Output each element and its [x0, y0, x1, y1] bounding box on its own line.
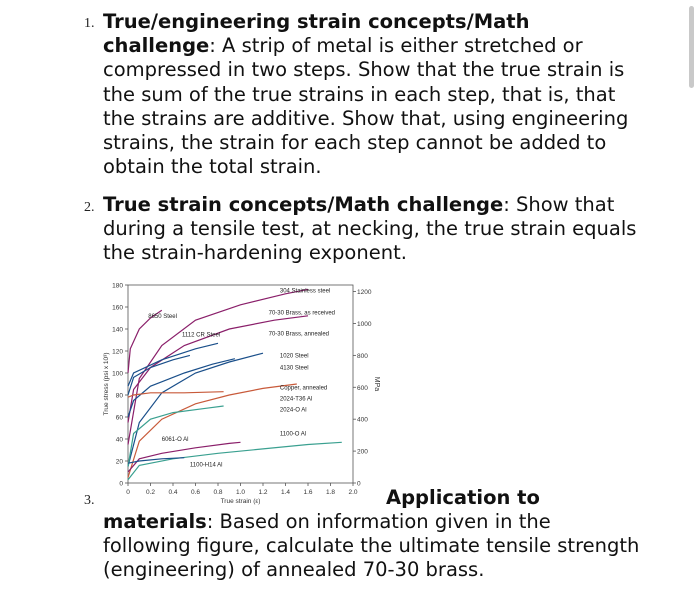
x-tick-label: 0.6	[190, 489, 201, 496]
x-tick-label: 1.2	[258, 489, 268, 496]
y-tick-label: 40	[115, 436, 123, 444]
y2-axis-label: MPa	[373, 376, 380, 392]
question-2-title: True strain concepts/Math challenge	[103, 193, 504, 216]
y2-tick-label: 1200	[357, 289, 372, 297]
series-label: 4130 Steel	[279, 365, 309, 372]
series-label: 70-30 Brass, annealed	[268, 331, 329, 338]
x-tick-label: 1.0	[235, 489, 246, 496]
y2-tick-label: 1000	[357, 320, 372, 328]
y2-tick-label: 0	[357, 480, 361, 488]
y2-tick-label: 400	[357, 416, 368, 424]
series-label: 2024-T36 Al	[279, 396, 313, 403]
question-3-body: : Based on information given in the following figure, calculate the ultimate tensile strength (engineering) of annealed 70-30 brass.	[103, 510, 640, 582]
series-line-1020-steel	[128, 359, 235, 417]
x-axis-label: True strain (ε)	[220, 498, 261, 505]
x-tick-label: 0	[126, 489, 130, 496]
series-label: 1020 Steel	[279, 353, 309, 360]
question-2	[103, 193, 643, 266]
y2-tick-label: 800	[357, 352, 368, 360]
y-tick-label: 140	[112, 326, 123, 334]
y-tick-label: 100	[112, 370, 123, 378]
x-tick-label: 1.4	[280, 489, 291, 496]
y-tick-label: 60	[115, 414, 123, 422]
y-axis-label: True stress (psi x 10³)	[103, 352, 110, 416]
series-label: 6061-O Al	[161, 437, 189, 444]
y-tick-label: 180	[112, 282, 123, 290]
question-3-number: 3.	[84, 493, 95, 508]
question-3: materials: Based on information given in the following figure, calculate the ultimate tensile strength (engineering) of annealed 70-30 brass.	[103, 510, 640, 582]
stress-strain-chart	[100, 275, 400, 505]
x-tick-label: 1.8	[325, 489, 336, 496]
series-label: 8650 Steel	[148, 314, 177, 320]
x-tick-label: 0.4	[168, 489, 178, 496]
y2-tick-label: 600	[357, 384, 368, 392]
series-label: 1100-H14 Al	[189, 462, 223, 469]
question-2-body: : Show that during a tensile test, at necking, the true strain equals the strain-hardening exponent.	[103, 193, 637, 265]
x-tick-label: 2.0	[348, 489, 358, 496]
question-2-number: 2.	[84, 200, 95, 215]
series-line-1100-o-al	[128, 442, 342, 479]
y-tick-label: 80	[115, 392, 123, 400]
series-label: 2024-O Al	[279, 407, 307, 414]
y-tick-label: 160	[112, 304, 123, 312]
question-1	[103, 10, 643, 179]
x-tick-label: 0.8	[213, 489, 223, 496]
series-label: Copper, annealed	[279, 385, 328, 392]
series-label: 1100-O Al	[279, 431, 307, 438]
scrollbar[interactable]	[689, 6, 694, 88]
y-tick-label: 120	[112, 348, 123, 356]
series-label: 1112 CR Steel	[182, 332, 221, 339]
series-label: 70-30 Brass, as received	[268, 310, 335, 317]
y-tick-label: 0	[119, 480, 123, 488]
y2-tick-label: 200	[357, 448, 368, 456]
question-1-number: 1.	[84, 16, 95, 31]
question-1-body: : A strip of metal is either stretched or compressed in two steps. Show that the true strain is the sum of the true strains in each step, that is, that the strains are additive. Show that, using engineering strains, the strain for each step cannot be added to obtain the total strain.	[103, 34, 629, 179]
question-3-title-start: Application to	[386, 486, 540, 509]
series-label: 304 Stainless steel	[279, 288, 331, 295]
question-1-title: True/engineering strain concepts/Math challenge	[103, 10, 530, 58]
x-tick-label: 0.2	[145, 489, 156, 496]
y-tick-label: 20	[115, 458, 123, 466]
x-tick-label: 1.6	[303, 489, 313, 496]
